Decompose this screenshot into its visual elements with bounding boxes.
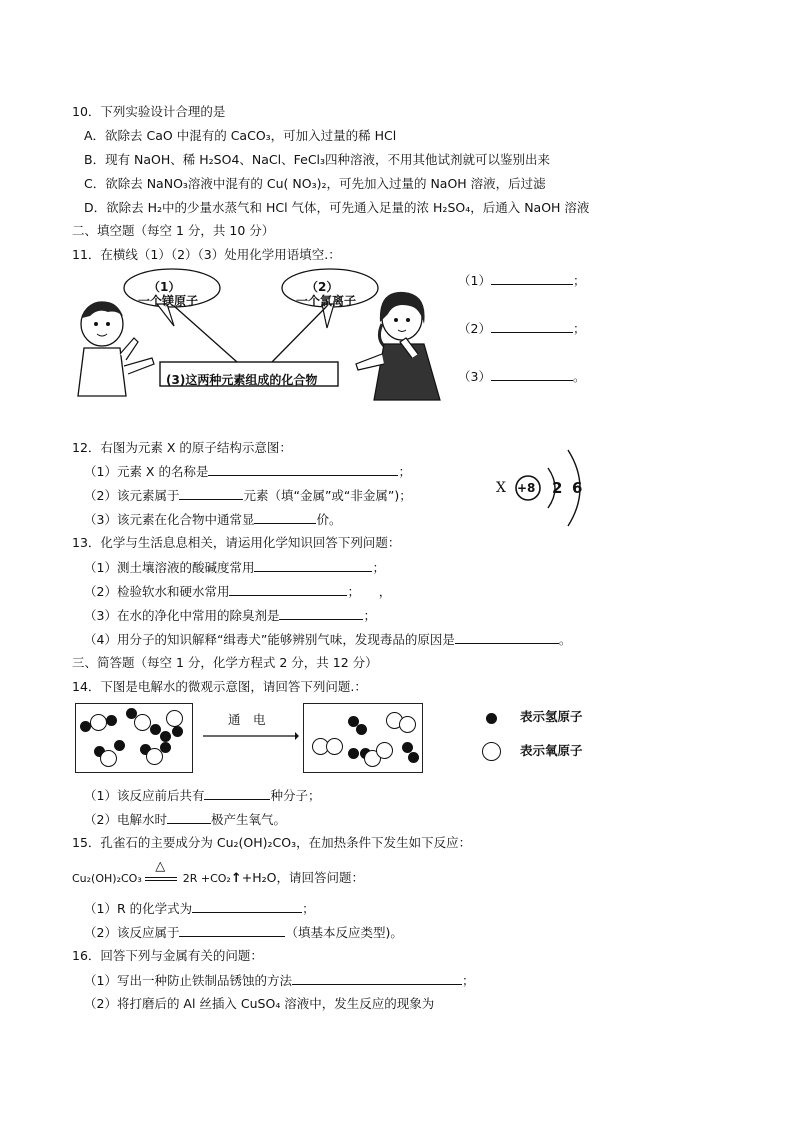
bubble-2-number: （2） <box>306 280 339 294</box>
bubble-2-text: 一个氯离子 <box>296 294 357 308</box>
answer-blank[interactable] <box>167 811 211 824</box>
q13-part-2: （2）检验软水和硬水常用 ； ， <box>84 584 392 599</box>
shell-2-electrons: 6 <box>572 479 583 497</box>
q10-option-c: C．欲除去 NaNO₃溶液中混有的 Cu( NO₃)₂，可先加入过量的 NaOH 溶液，后过滤 <box>84 176 546 191</box>
q16-part-2: （2）将打磨后的 Al 丝插入 CuSO₄ 溶液中，发生反应的现象为 <box>84 996 435 1011</box>
answer-blank[interactable] <box>292 972 462 985</box>
q10-option-b: B．现有 NaOH、稀 H₂SO4、NaCl、FeCl₃四种溶液，不用其他试剂就可以鉴别出来 <box>84 152 551 167</box>
before-reaction-box <box>75 703 193 773</box>
q11-answer-1: （1） ； <box>458 273 586 288</box>
answer-blank[interactable] <box>254 559 372 572</box>
q13-part-3: （3）在水的净化中常用的除臭剂是 ； <box>84 608 376 623</box>
q12-stem: 12．右图为元素 X 的原子结构示意图： <box>72 440 292 455</box>
q16-part-1: （1）写出一种防止铁制品锈蚀的方法 ； <box>84 973 475 988</box>
shell-1-electrons: 2 <box>552 479 563 497</box>
gas-arrow-icon: ↑ <box>230 871 242 886</box>
q13-stem: 13．化学与生活息息相关，请运用化学知识回答下列问题： <box>72 535 401 550</box>
element-symbol: X <box>496 480 506 496</box>
bubble-1-number: （1） <box>148 280 181 294</box>
hydrogen-legend-icon <box>486 713 497 724</box>
q11-answer-2: （2） ； <box>458 321 586 336</box>
answer-blank[interactable] <box>491 320 573 333</box>
section-2-heading: 二、填空题（每空 1 分，共 10 分） <box>72 223 275 238</box>
answer-blank[interactable] <box>455 631 559 644</box>
section-3-heading: 三、简答题（每空 1 分，化学方程式 2 分，共 12 分） <box>72 655 378 670</box>
q14-stem: 14．下图是电解水的微观示意图，请回答下列问题.： <box>72 679 367 694</box>
answer-blank[interactable] <box>279 607 363 620</box>
answer-blank[interactable] <box>229 583 347 596</box>
q12-part-3: （3）该元素在化合物中通常显 价。 <box>84 512 342 527</box>
q15-part-1: （1）R 的化学式为 ； <box>84 901 315 916</box>
compound-box-text: (3)这两种元素组成的化合物 <box>166 373 318 387</box>
after-reaction-box <box>303 703 423 773</box>
answer-blank[interactable] <box>491 272 573 285</box>
q13-part-1: （1）测土壤溶液的酸碱度常用 ； <box>84 560 385 575</box>
nucleus-charge: +8 <box>517 481 536 495</box>
answer-blank[interactable] <box>204 787 270 800</box>
q11-stem: 11．在横线（1）（2）（3）处用化学用语填空.： <box>72 247 341 262</box>
oxygen-legend-icon <box>482 742 501 761</box>
q10-option-a: A．欲除去 CaO 中混有的 CaCO₃，可加入过量的稀 HCl <box>84 128 397 143</box>
answer-blank[interactable] <box>179 924 285 937</box>
q15-stem: 15．孔雀石的主要成分为 Cu₂(OH)₂CO₃，在加热条件下发生如下反应： <box>72 835 472 850</box>
answer-blank[interactable] <box>491 368 573 381</box>
bubble-1-text: 一个镁原子 <box>138 294 199 308</box>
answer-blank[interactable] <box>254 511 316 524</box>
q14-part-1: （1）该反应前后共有 种分子； <box>84 788 321 803</box>
answer-blank[interactable] <box>192 900 302 913</box>
q12-part-2: （2）该元素属于 元素（填“金属”或“非金属”)； <box>84 488 412 503</box>
q12-part-1: （1）元素 X 的名称是 ； <box>84 464 411 479</box>
answer-blank[interactable] <box>179 487 243 500</box>
hydrogen-legend-label: 表示氢原子 <box>520 709 583 724</box>
q10-stem: 10．下列实验设计合理的是 <box>72 104 226 119</box>
q14-part-2: （2）电解水时 极产生氧气。 <box>84 812 286 827</box>
arrow-condition: 通 电 <box>228 712 266 727</box>
q15-part-2: （2）该反应属于 （填基本反应类型)。 <box>84 925 403 940</box>
q13-part-4: （4）用分子的知识解释“缉毒犬”能够辨别气味，发现毒品的原因是 。 <box>84 632 572 647</box>
reaction-equation: Cu₂(OH)₂CO₃ △ 2R +CO₂↑+H₂O，请回答问题： <box>72 859 364 886</box>
answer-blank[interactable] <box>208 463 398 476</box>
equation-condition: △ <box>145 873 179 885</box>
reaction-arrow <box>203 730 299 742</box>
q10-option-d: D．欲除去 H₂中的少量水蒸气和 HCl 气体，可先通入足量的浓 H₂SO₄，后通入 NaOH 溶液 <box>84 200 590 215</box>
oxygen-legend-label: 表示氧原子 <box>520 743 583 758</box>
q16-stem: 16．回答下列与金属有关的问题： <box>72 948 263 963</box>
q11-answer-3: （3） 。 <box>458 369 586 384</box>
